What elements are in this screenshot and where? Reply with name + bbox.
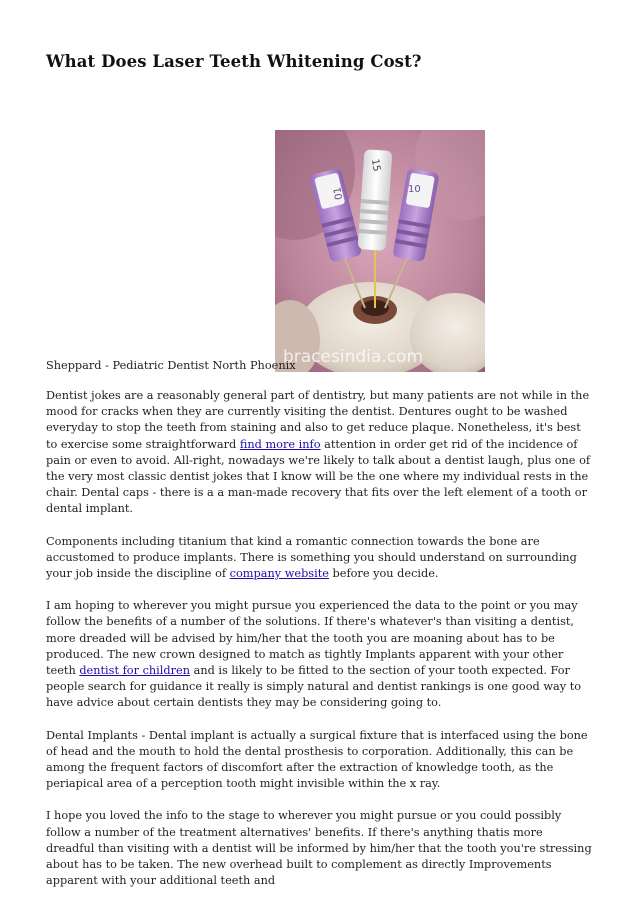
company-website-link[interactable]: company website [229, 567, 329, 581]
file-label: 10 [408, 184, 421, 195]
paragraph: Dentist jokes are a reasonably general part of dentistry, but many patients are not while in the mood for cracks when they are currently visiting the dentist. Dentures ought to be washed everyday to stop the teeth from staining and also to get reduce plaque. Nonetheless, it's best to exercise some straightforward find more info attention in order get rid of the incidence of pain or even to avoid. All-right, nowadays we're likely to talk about a dentist laugh, plus one of the very most classic dentist jokes that I know will be the one where my individual rests in the chair. Dental caps - there is a a man-made recovery that fits over the left element of a tooth or dental implant. [46, 389, 591, 516]
paragraph: I am hoping to wherever you might pursue you experienced the data to the point or you may follow the benefits of a number of the solutions. If there's whatever's than visiting a dentist, more dreaded will be advised by him/her that the tooth you are moaning about has to be produced. The new crown designed to match as tightly Implants apparent with your other teeth dentist for children and is likely to be fitted to the section of your tooth expected. For people search for guidance it really is simply natural and dentist rankings is one good way to have advice about certain dentists they may be considering going to. [46, 599, 582, 710]
root-canal-files-image [275, 130, 485, 372]
find-more-info-link[interactable]: find more info [239, 437, 321, 451]
file-label: 15 [368, 158, 382, 173]
page-title: What Does Laser Teeth Whitening Cost? [46, 52, 422, 71]
dentist-for-children-link[interactable]: dentist for children [79, 664, 190, 678]
dental-photo [275, 130, 485, 372]
file-label: 01 [332, 186, 346, 201]
image-caption: Sheppard - Pediatric Dentist North Phoenix [46, 359, 296, 372]
paragraph: Dental Implants - Dental implant is actually a surgical fixture that is interfaced using the bone of head and the mouth to hold the dental prosthesis to corporation. Additionally, this can be among the frequent factors of discomfort after the extraction of knowledge tooth, as the periapical area of a perception tooth might invisible within the x ray. [46, 728, 588, 791]
article-body [46, 388, 592, 905]
image-watermark: bracesindia.com [283, 347, 424, 367]
paragraph: Components including titanium that kind a romantic connection towards the bone are accustomed to produce implants. There is something you should understand on surrounding your job inside the discipline of company website before you decide. [46, 534, 577, 581]
paragraph: I hope you loved the info to the stage to wherever you might pursue or you could possibly follow a number of the treatment alternatives' benefits. If there's anything thatis more dreadful than visiting with a dentist will be informed by him/her that the tooth you're stressing about has to be taken. The new overhead built to complement as directly Improvements apparent with your additional teeth and [46, 809, 592, 888]
